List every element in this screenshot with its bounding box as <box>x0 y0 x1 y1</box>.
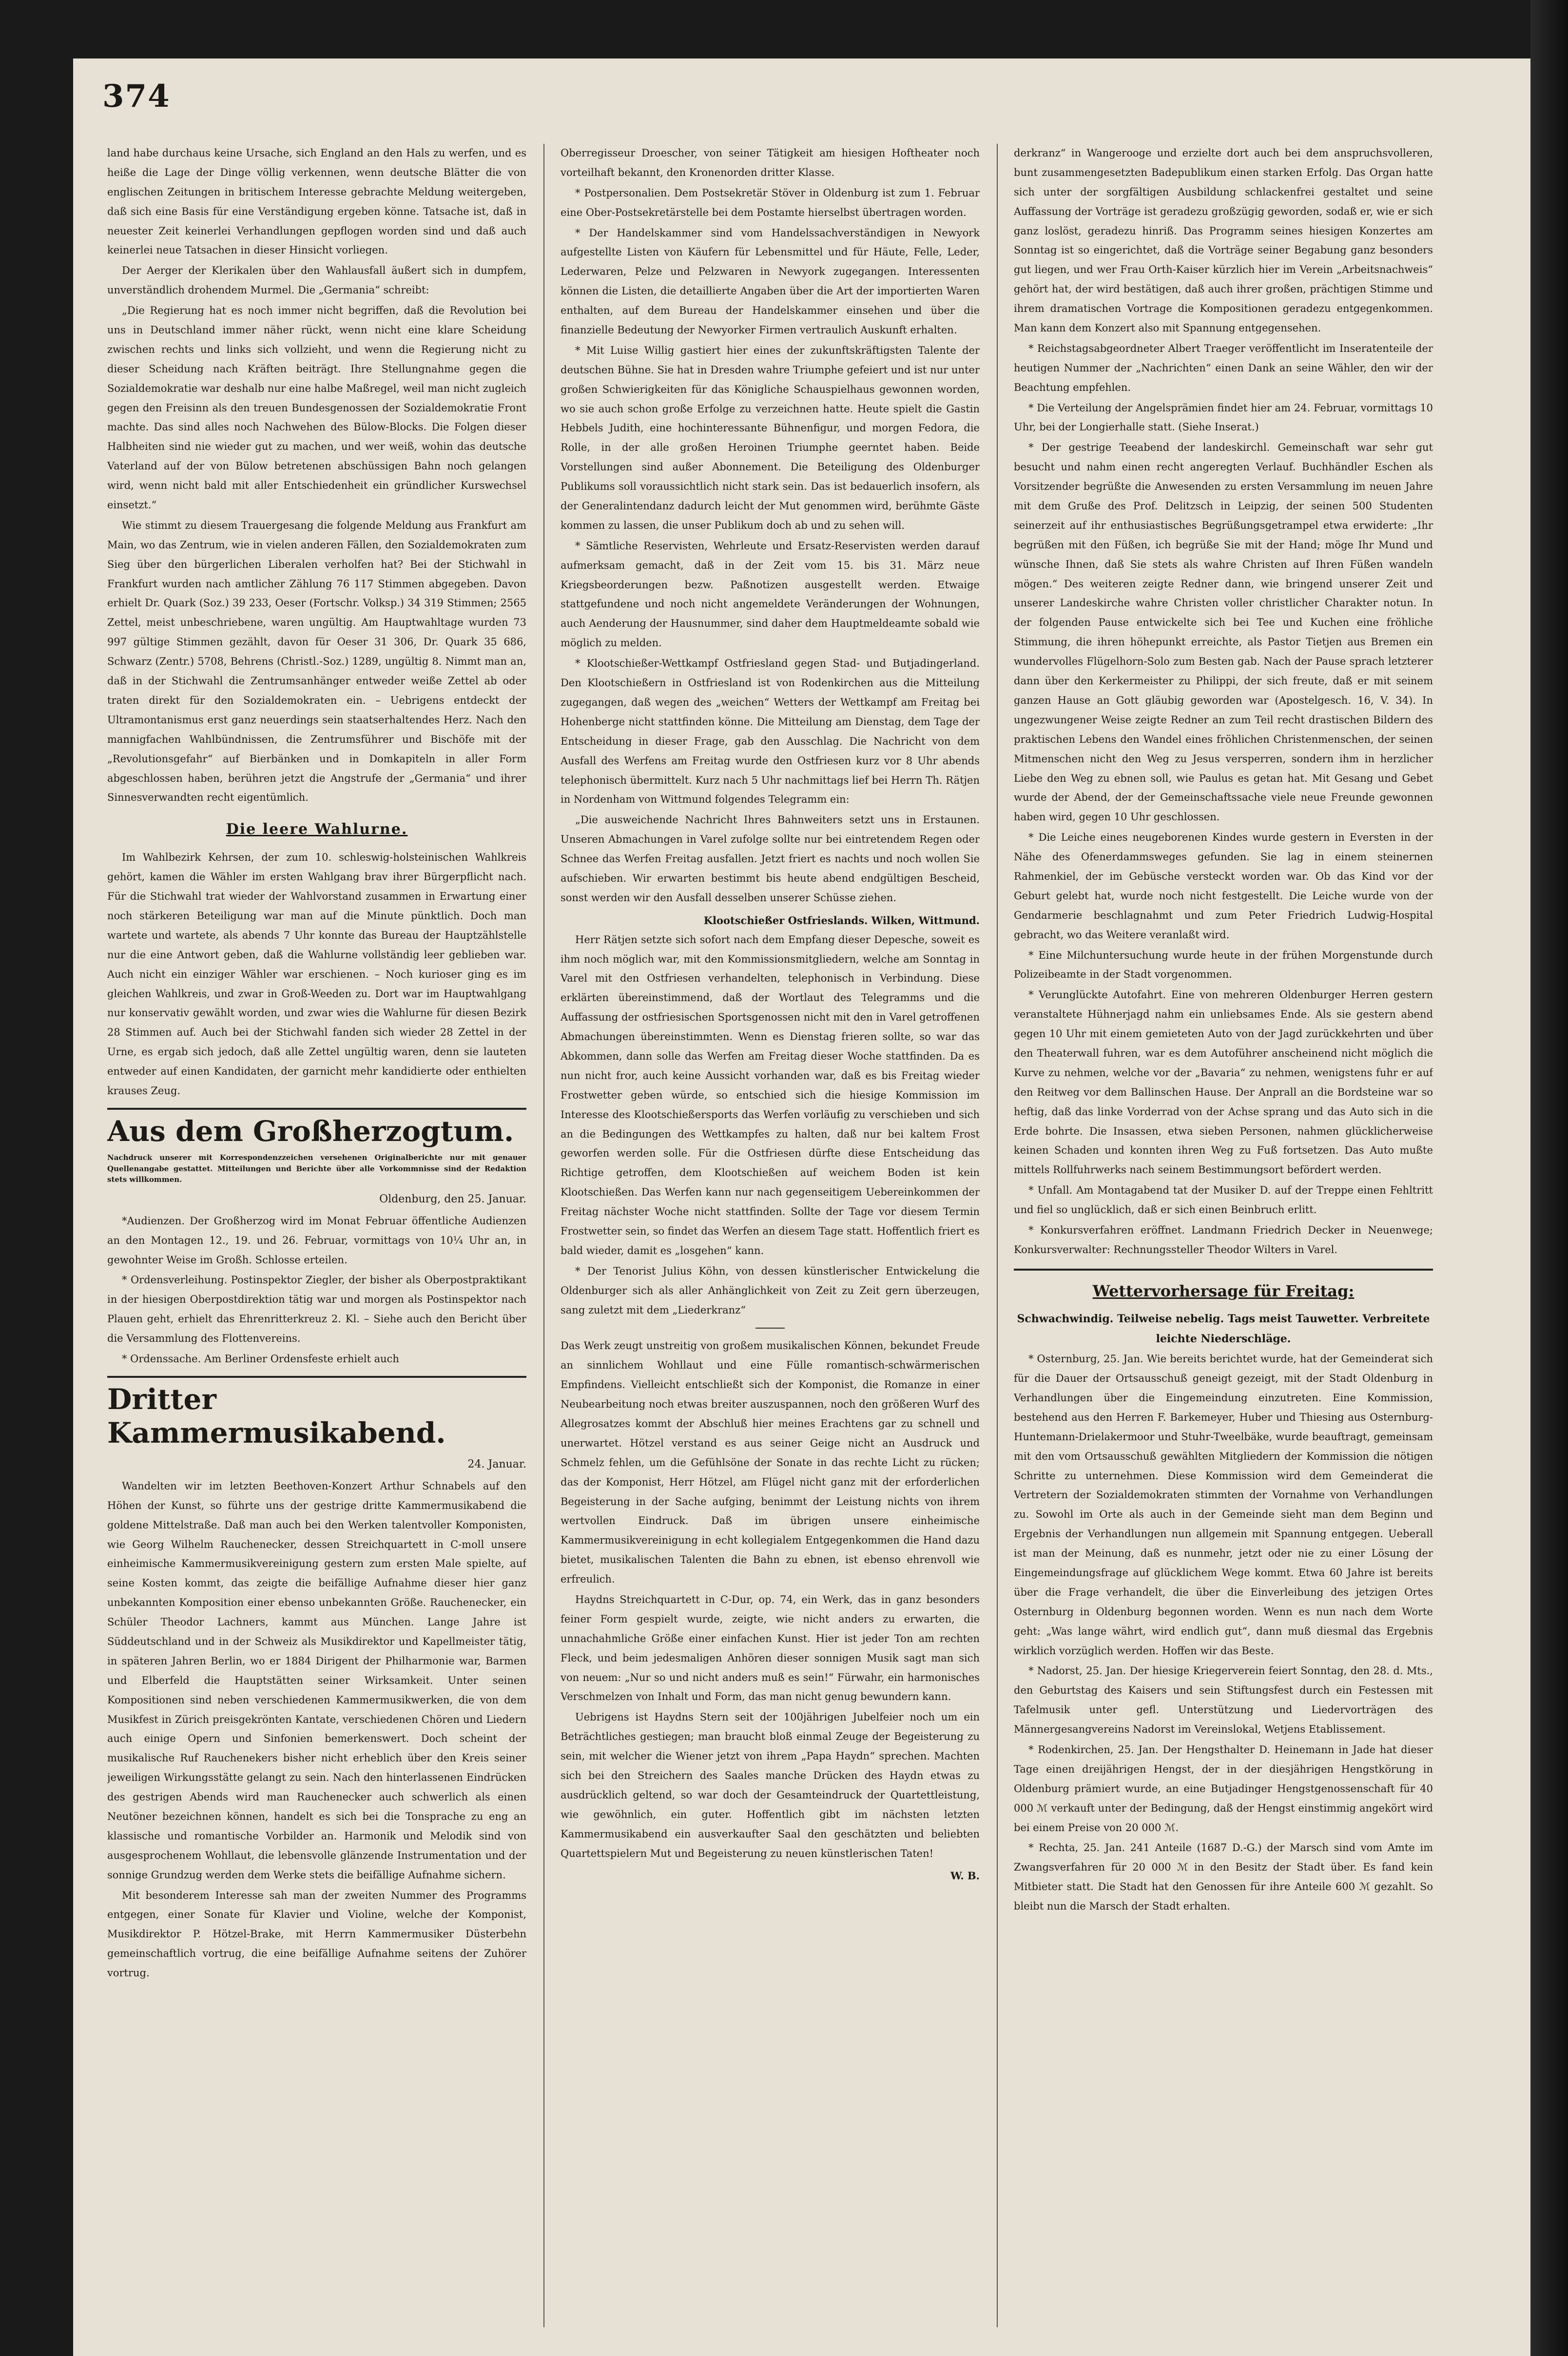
news-item: * Sämtliche Reservisten, Wehrleute und Ersatz-Reservisten werden darauf aufmerksam gemacht, daß in der Zeit vom 15. bis 31. März neue Kriegsbeorderungen bezw. Paßnotizen ausgestellt werden. Etwaige stattgefundene und noch nicht angemeldete Veränderungen der Wohnungen, auch Aenderung der Hausnummer, sind daher dem Hauptmeldeamte sobald wie möglich zu melden. <box>561 540 980 649</box>
weather-forecast: Schwachwindig. Teilweise nebelig. Tags meist Tauwetter. Verbreitete leichte Niederschläge. <box>1017 1312 1430 1346</box>
page-number: 374 <box>102 78 171 115</box>
scan-edge <box>1530 0 1568 2356</box>
news-item: * Der Handelskammer sind vom Handelssachverständigen in Newyork aufgestellte Listen von Käufern für Lebensmittel und für Häute, Felle, Leder, Lederwaren, Pelze und Pelzwaren in Newyork zugegangen. Interessenten können die Listen, die detaillierte Angaben über die Art der importierten Waren enthalten, auf dem Bureau der Handelskammer einsehen und über die finanzielle Bedeutung der Newyorker Firmen vertraulich Auskunft erhalten. <box>561 227 980 336</box>
telegram-text: „Die ausweichende Nachricht Ihres Bahnweiters setzt uns in Erstaunen. Unseren Abmachungen in Varel zufolge sollte nur bei eintretendem Regen oder Schnee das Werfen Freitag ausfallen. Jetzt friert es nachts und noch wollen Sie aufschieben. Wir erwarten bestimmt bis heute abend endgültigen Bescheid, sonst werden wir den Ausfall desselben unserer Schüsse ziehen. <box>561 814 980 904</box>
news-item: * Mit Luise Willig gastiert hier eines der zukunftskräftigsten Talente der deutschen Bühne. Sie hat in Dresden wahre Triumphe gefeiert und ist nur unter großen Schwierigkeiten für das Königliche Schauspielhaus gewonnen worden, wo sie auch schon große Erfolge zu verzeichnen hatte. Heute spielt die Gastin Hebbels Judith, eine hochinteressante Bühnenfigur, und morgen Fedora, die Rolle, in der alle großen Heroinen Triumphe geerntet haben. Beide Vorstellungen sind außer Abonnement. Die Beteiligung des Oldenburger Publikums soll voraussichtlich nicht stark sein. Das ist bedauerlich insofern, als der Generalintendanz dadurch leicht der Mut genommen wird, berühmte Gäste kommen zu lassen, die unser Publikum doch ab und zu sehen will. <box>561 344 980 531</box>
newspaper-page <box>73 58 1530 2356</box>
dateline: Oldenburg, den 25. Januar. <box>379 1193 526 1205</box>
article-text: land habe durchaus keine Ursache, sich England an den Hals zu werfen, und es heiße die Lage der Dinge völlig verkennen, wenn deutsche Blätter die von englischen Zeitungen in britischem Interesse gebrachte Meldung weitergeben, daß sich eine Basis für eine Verständigung ergeben könne. Tatsache ist, daß in neuester Zeit keinerlei Verhandlungen gepflogen worden sind und daß auch keinerlei neue Tatsachen in dieser Hinsicht vorliegen. <box>107 147 526 256</box>
review-text: Wandelten wir im letzten Beethoven-Konzert Arthur Schnabels auf den Höhen der Kunst, so führte uns der gestrige dritte Kammermusikabend die goldene Mittelstraße. Daß man auch bei den Werken talentvoller Komponisten, wie Georg Wilhelm Rauchenecker, dessen Streichquartett in C-moll unsere einheimische Kammermusikvereinigung gestern zum ersten Male spielte, auf seine Kosten kommt, das zeigte die beifällige Aufnahme dieser hier ganz unbekannten Komposition einer ebenso unbekannten Größe. Rauchenecker, ein Schüler Theodor Lachners, kammt aus München. Lange Jahre ist Süddeutschland und in der Schweiz als Musikdirektor und Kapellmeister tätig, in späteren Jahren Berlin, wo er 1884 Dirigent der Philharmonie war, Barmen und Elberfeld die Hauptstätten seiner Wirksamkeit. Unter seinen Kompositionen sind neben verschiedenen Kammermusikwerken, die von dem Musikfest in Zürich preisgekrönten Kantate, verschiedenen Chören und Liedern auch einige Opern und Sinfonien bemerkenswert. Doch scheint der musikalische Ruf Rauchenekers bisher nicht erheblich über den Kreis seiner jeweiligen Wirkungsstätte gelangt zu sein. Nach den hinterlassenen Eindrücken des gestrigen Abends wird man Rauchenecker auch schwerlich als einen Neutöner bezeichnen können, handelt es sich bei die Tonsprache zu eng an klassische und romantische Vorbilder an. Harmonik und Melodik sind von ausgesprochenem Wohllaut, die lebensvolle glänzende Instrumentation und der sonnige Grundzug werden dem Werke stets die beifällige Aufnahme sichern. <box>107 1480 526 1881</box>
telegram-signature: Klootschießer Ostfrieslands. Wilken, Wittmund. <box>703 914 980 927</box>
news-item: Oberregisseur Droescher, von seiner Tätigkeit am hiesigen Hoftheater noch vorteilhaft bekannt, den Kronenorden dritter Klasse. <box>561 147 980 178</box>
news-item: * Konkursverfahren eröffnet. Landmann Friedrich Decker in Neuenwege; Konkursverwalter: Rechnungssteller Theodor Wilters in Varel. <box>1014 1224 1433 1255</box>
review-text: Uebrigens ist Haydns Stern seit der 100jährigen Jubelfeier noch um ein Beträchtliches gestiegen; man braucht bloß einmal Zeuge der Begeisterung zu sein, mit welcher die Wiener jetzt von ihrem „Papa Haydn“ sprechen. Machten sich bei den Streichern des Saales manche Drücken des Haydn etwas zu ausdrücklich geltend, so war doch der Gesamteindruck der Quartettleistung, wie gewöhnlich, ein guter. Hoffentlich gibt im nächsten letzten Kammermusikabend ein ausverkaufter Saal den geschätzten und beliebten Quartettspielern Mut und Begeisterung zu neuen künstlerischen Taten! <box>561 1711 980 1859</box>
news-item: Herr Rätjen setzte sich sofort nach dem Empfang dieser Depesche, soweit es ihm noch möglich war, mit den Kommissionsmitgliedern, welche am Sonntag in Varel mit den Ostfriesen verhandelten, telephonisch in Verbindung. Diese erklärten übereinstimmend, daß der Wortlaut des Telegramms und die Auffassung der ostfriesischen Sportsgenossen nicht mit den in Varel getroffenen Abmachungen übereinstimmten. Wenn es Dienstag frieren sollte, so war das Abkommen, dann solle das Werfen am Freitag dieser Woche stattfinden. Da es nun nicht fror, auch keine Aussicht vorhanden war, daß es bis Freitag wieder Frostwetter geben würde, so entschied sich die hiesige Kommission im Interesse des Klootschießersports das Werfen vorläufig zu verschieben und sich an die Bedingungen des Wettkampfes zu halten, daß nur bei kaltem Frost geworfen werden solle. Für die Ostfriesen dürfte diese Entscheidung das Richtige getroffen, dem Klootschießen auf weichem Boden ist kein Klootschießen. Das Werfen kann nur nach gegenseitigem Uebereinkommen der Freitag nächster Woche nicht stattfinden. Sollte der Tage vor diesem Termin Frostwetter sein, so findet das Werfen an diesem Tage statt. Hoffentlich friert es bald wieder, damit es „losgehen“ kann. <box>561 933 980 1256</box>
review-signature: W. B. <box>950 1870 980 1882</box>
dateline: 24. Januar. <box>467 1458 526 1471</box>
news-item: * Osternburg, 25. Jan. Wie bereits berichtet wurde, hat der Gemeinderat sich für die Dauer der Ortsausschuß geneigt gezeigt, mit der Stadt Oldenburg in Verhandlungen über die Eingemeindung einzutreten. Eine Kommission, bestehend aus den Herren F. Barkemeyer, Huber und Thiesing aus Osternburg-Huntemann-Drielakermoor und Stuhr-Tweelbäke, wurde beauftragt, gemeinsam mit den vom Ortsausschuß gewählten Mitgliedern der Kommission die nötigen Schritte zu unternehmen. Diese Kommission wird dem Gemeinderat die Vertretern der Sozialdemokraten stimmten der Vornahme von Verhandlungen zu. Sowohl im Orte als auch in der Gemeinde sieht man dem Beginn und Ergebnis der Verhandlungen nun allgemein mit Spannung entgegen. Ueberall ist man der Meinung, daß es nunmehr, jetzt oder nie zu einer Lösung der Eingemeindungsfrage auf glücklichem Wege kommt. Etwa 60 Jahre ist bereits über die Frage verhandelt, die über die Einverleibung des jetzigen Ortes Osternburg in Oldenburg begonnen worden. Wenn es nun nach dem Worte geht: „Was lange währt, wird endlich gut“, dann muß diesmal das Ergebnis wirklich vorzüglich werden. Hoffen wir das Beste. <box>1014 1353 1433 1657</box>
news-item: * Reichstagsabgeordneter Albert Traeger veröffentlicht im Inseratenteile der heutigen Nummer der „Nachrichten“ einen Dank an seine Wähler, den wir der Beachtung empfehlen. <box>1014 342 1433 393</box>
column-right <box>1014 144 1433 2327</box>
news-item: * Eine Milchuntersuchung wurde heute in der frühen Morgenstunde durch Polizeibeamte in der Stadt vorgenommen. <box>1014 949 1433 981</box>
news-item: * Die Leiche eines neugeborenen Kindes wurde gestern in Eversten in der Nähe des Ofenerdammsweges gefunden. Sie lag in einem steinernen Rahmenkiel, der im Gebüsche versteckt worden war. Ob das Kind vor der Geburt gelebt hat, wurde noch nicht festgestellt. Die Leiche wurde von der Gendarmerie beschlagnahmt und zum Peter Friedrich Ludwig-Hospital gebracht, wo das Weitere veranlaßt wird. <box>1014 831 1433 941</box>
separator <box>755 1328 785 1329</box>
news-item: *Audienzen. Der Großherzog wird im Monat Februar öffentliche Audienzen an den Montagen 12., 19. und 26. Februar, vormittags von 10¼ Uhr an, in gewohnter Weise im Großh. Schlosse erteilen. <box>107 1215 526 1266</box>
review-text: Mit besonderem Interesse sah man der zweiten Nummer des Programms entgegen, einer Sonate für Klavier und Violine, welche der Komponist, Musikdirektor P. Hötzel-Brake, mit Herrn Kammermusiker Düsterbehn gemeinschaftlich vortrug, die eine beifällige Aufnahme seitens der Zuhörer vortrug. <box>107 1889 526 1979</box>
reprint-notice: Nachdruck unserer mit Korrespondenzzeichen versehenen Originalberichte nur mit genauer Quellenangabe gestattet. Mitteilungen und Berichte über alle Vorkommnisse sind der Redaktion stets willkommen. <box>107 1153 526 1184</box>
news-item: * Rodenkirchen, 25. Jan. Der Hengsthalter D. Heinemann in Jade hat dieser Tage einen dreijährigen Hengst, der in der diesjährigen Hengstkörung in Oldenburg prämiert wurde, an eine Butjadinger Hengstgenossenschaft für 40 000 ℳ verkauft unter der Bedingung, daß der Hengst einstimmig angekört wird bei einem Preise von 20 000 ℳ. <box>1014 1743 1433 1834</box>
news-item: * Klootschießer-Wettkampf Ostfriesland gegen Stad- und Butjadingerland. Den Klootschießern in Ostfriesland ist von Rodenkirchen aus die Mitteilung zugegangen, daß wegen des „weichen“ Wetters der Wettkampf am Freitag bei Hohenberge nicht stattfinden könne. Die Mitteilung am Dienstag, dem Tage der Entscheidung in dieser Frage, gab den Ausschlag. Die Nachricht von dem Ausfall des Werfens am Freitag wurde den Ostfriesen kurz vor 8 Uhr abends telephonisch übermittelt. Kurz nach 5 Uhr nachmittags lief bei Herrn Th. Rätjen in Nordenham von Wittmund folgendes Telegramm ein: <box>561 657 980 806</box>
article-headline: Die leere Wahlurne. <box>226 821 408 838</box>
news-item: derkranz“ in Wangerooge und erzielte dort auch bei dem anspruchsvolleren, bunt zusammengesetzten Badepublikum einen starken Erfolg. Das Organ hatte sich unter der sorgfältigen Ausbildung schlackenfrei gestaltet und seine Auffassung der Vorträge ist geradezu großzügig geworden, sodaß er, wie er sich ganz loslöst, geradezu hinriß. Das Programm seines hiesigen Konzertes am Sonntag ist so eingerichtet, daß die Vorträge seiner Begabung ganz besonders gut liegen, und wer Frau Orth-Kaiser kürzlich hier im Verein „Arbeitsnachweis“ gehört hat, der wird bestätigen, daß auch ihrer großen, prächtigen Stimme und ihrem dramatischen Vortrage die Kompositionen geradezu entgegenkommen. Man kann dem Konzert also mit Spannung entgegensehen. <box>1014 147 1433 334</box>
news-item: * Ordensverleihung. Postinspektor Ziegler, der bisher als Oberpostpraktikant in der hiesigen Oberpostdirektion tätig war und morgen als Postinspektor nach Plauen geht, erhielt das Ehrenritterkreuz 2. Kl. – Siehe auch den Bericht über die Versammlung des Flottenvereins. <box>107 1274 526 1345</box>
news-item: * Der gestrige Teeabend der landeskirchl. Gemeinschaft war sehr gut besucht und nahm einen recht angeregten Verlauf. Buchhändler Eschen als Vorsitzender begrüßte die Anwesenden zu ersten Versammlung im neuen Jahre mit dem Gruße des Prof. Delitzsch in Leipzig, der seinen 500 Studenten seinerzeit auf ihr enthusiastisches Begrüßungsgetrampel etwa erwiderte: „Ihr begrüßen mit den Füßen, ich begrüße Sie mit der Hand; möge Ihr Mund und wünsche Ihnen, daß Sie stets als wahre Christen auf Ihren Füßen wandeln mögen.“ Des weiteren zeigte Redner dann, wie bringend unserer Zeit und unserer Landeskirche wahre Christen voller christlicher Charakter notun. In der folgenden Pause entwickelte sich bei Tee und Kuchen eine fröhliche Stimmung, die ihren höhepunkt erreichte, als Pastor Tietjen aus Bremen ein wundervolles Flügelhorn-Solo zum Besten gab. Nach der Pause sprach letzterer dann über den Kerkermeister zu Philippi, der sich freute, daß er mit seinem ganzen Hause an Gott gläubig geworden war (Apostelgesch. 16, V. 34). In ungezwungener Weise zeigte Redner an zum Teil recht drastischen Bildern des praktischen Lebens den Wandel eines fröhlichen Christenmenschen, der seinen Mitmenschen nicht den Weg zu Jesus versperren, sondern ihm in herzlicher Liebe den Weg zu ebnen soll, wie Paulus es getan hat. Mit Gesang und Gebet wurde der Abend, der der Gemeinschaftssache viele neue Freunde gewonnen haben wird, gegen 10 Uhr geschlossen. <box>1014 442 1433 823</box>
article-text: Im Wahlbezirk Kehrsen, der zum 10. schleswig-holsteinischen Wahlkreis gehört, kamen die Wähler im ersten Wahlgang brav ihrer Bürgerpflicht nach. Für die Stichwahl trat wieder der Wahlvorstand zusammen in Erwartung einer noch stärkeren Beteiligung war man auf die Minute pünktlich. Doch man wartete und wartete, als abends 7 Uhr konnte das Bureau der Hauptzählstelle nur die eine Antwort geben, daß die Wahlurne vollständig leer geblieben war. Auch nicht ein einziger Wähler war erschienen. – Noch kurioser ging es im gleichen Wahlkreis, und zwar in Groß-Weeden zu. Dort war im Hauptwahlgang nur konservativ gewählt worden, und zwar wies die Wahlurne für diesen Bezirk 28 Stimmen auf. Auch bei der Stichwahl fanden sich wieder 28 Zettel in der Urne, es ergab sich jedoch, daß alle Zettel ungültig waren, denn sie lauteten entweder auf einen Kandidaten, der garnicht mehr kandidierte oder enthielten krauses Zeug. <box>107 851 526 1097</box>
weather-headline: Wettervorhersage für Freitag: <box>1014 1269 1433 1306</box>
news-item: * Nadorst, 25. Jan. Der hiesige Kriegerverein feiert Sonntag, den 28. d. Mts., den Geburtstag des Kaisers und sein Stiftungsfest durch ein Festessen mit Tafelmusik unter gefl. Unterstützung und Liedervorträgen des Männergesangvereins Nadorst im Vereinslokal, Wetjens Etablissement. <box>1014 1665 1433 1736</box>
column-middle <box>561 144 980 2327</box>
column-divider <box>997 144 998 2327</box>
news-item: * Rechta, 25. Jan. 241 Anteile (1687 D.-G.) der Marsch sind vom Amte im Zwangsverfahren für 20 000 ℳ in den Besitz der Stadt über. Es fand kein Mitbieter statt. Die Stadt hat den Genossen für ihre Anteile 600 ℳ gezahlt. So bleibt nun die Marsch der Stadt erhalten. <box>1014 1842 1433 1912</box>
section-headline: Aus dem Großherzogtum. <box>107 1108 526 1149</box>
article-text: Wie stimmt zu diesem Trauergesang die folgende Meldung aus Frankfurt am Main, wo das Zentrum, wie in vielen anderen Fällen, den Sozialdemokraten zum Sieg über den bürgerlichen Liberalen verholfen hat? Bei der Stichwahl in Frankfurt wurden nach amtlicher Zählung 76 117 Stimmen abgegeben. Davon erhielt Dr. Quark (Soz.) 39 233, Oeser (Fortschr. Volksp.) 34 319 Stimmen; 2565 Zettel, meist unbeschriebene, waren ungültig. Am Hauptwahltage wurden 73 997 gültige Stimmen gezählt, davon für Oeser 31 306, Dr. Quark 35 686, Schwarz (Zentr.) 5708, Behrens (Christl.-Soz.) 1289, ungültig 8. Nimmt man an, daß in der Stichwahl die Zentrumsanhänger entweder weiße Zettel ab oder traten direkt für den Sozialdemokraten ein. – Uebrigens entdeckt der Ultramontanismus erst ganz neuerdings sein staatserhaltendes Herz. Nach den mannigfachen Wahlbündnissen, die Zentrumsführer und Bischöfe mit der „Revolutionsgefahr“ auf Bierbänken und in Domkapiteln in aller Form abgeschlossen haben, berühren jetzt die Angstrufe der „Germania“ und ihrer Sinnesverwandten recht eigentümlich. <box>107 519 526 804</box>
news-item: * Postpersonalien. Dem Postsekretär Stöver in Oldenburg ist zum 1. Februar eine Ober-Postsekretärstelle bei dem Postamte hierselbst übertragen worden. <box>561 187 980 218</box>
news-item: * Der Tenorist Julius Köhn, von dessen künstlerischer Entwickelung die Oldenburger sich als aller Anhänglichkeit von Zeit zu Zeit gern überzeugen, sang zuletzt mit dem „Liederkranz“ <box>561 1265 980 1316</box>
news-item: * Die Verteilung der Angelsprämien findet hier am 24. Februar, vormittags 10 Uhr, bei der Longierhalle statt. (Siehe Inserat.) <box>1014 402 1433 433</box>
article-text: Der Aerger der Klerikalen über den Wahlausfall äußert sich in dumpfem, unverständlich drohendem Murmel. Die „Germania“ schreibt: <box>107 265 526 296</box>
article-quote: „Die Regierung hat es noch immer nicht begriffen, daß die Revolution bei uns in Deutschland immer näher rückt, wenn nicht eine klare Scheidung zwischen rechts und links sich vollzieht, und wenn die Regierung nicht zu dieser Scheidung nach Kräften beiträgt. Ihre Stellungnahme gegen die Sozialdemokratie war deshalb nur eine halbe Maßregel, weil man nicht zugleich gegen den Freisinn als den treuen Bundesgenossen der Sozialdemokratie Front machte. Das sind alles noch Nachwehen des Bülow-Blocks. Die Folgen dieser Halbheiten sind nie wieder gut zu machen, und wer weiß, wohin das deutsche Vaterland auf der von Bülow betretenen abschüssigen Bahn noch gelangen wird, wenn nicht bald mit aller Entschiedenheit ein gründlicher Kurswechsel einsetzt.“ <box>107 305 526 511</box>
review-text: Haydns Streichquartett in C-Dur, op. 74, ein Werk, das in ganz besonders feiner Form gespielt wurde, zeigte, wie nicht anders zu erwarten, die unnachahmliche Größe einer einfachen Kunst. Hier ist jeder Ton am rechten Fleck, und beim jedesmaligen Anhören dieser sonnigen Musik sagt man sich von neuem: „Nur so und nicht anders muß es sein!“ Fürwahr, ein harmonisches Verschmelzen von Inhalt und Form, das man nicht genug bewundern kann. <box>561 1594 980 1703</box>
column-left <box>107 144 526 2327</box>
news-item: * Ordenssache. Am Berliner Ordensfeste erhielt auch <box>122 1352 399 1365</box>
column-divider <box>543 144 544 2327</box>
section-headline: Dritter Kammermusikabend. <box>107 1376 526 1450</box>
review-text: Das Werk zeugt unstreitig von großem musikalischen Können, bekundet Freude an sinnlichem Wohllaut und eine Fülle romantisch-schwärmerischen Empfindens. Vielleicht entschließt sich der Komponist, die Romanze in einer Neubearbeitung noch etwas breiter auszuspannen, noch den größeren Wurf des Allegrosatzes kommt der Abschluß hier meines Erachtens gar zu schnell und unerwartet. Hötzel verstand es aus seiner Geige nicht an Ausdruck und Schmelz fehlen, um die Gefühlsöne der Sonate in das rechte Licht zu rücken; das der Komponist, Herr Hötzel, am Flügel nicht ganz mit der erforderlichen Begeisterung in der Sache aufging, benimmt der Leistung nichts von ihrem wertvollen Eindruck. Daß im übrigen unsere einheimische Kammermusikvereinigung in echt kollegialem Entgegenkommen die Hand dazu bietet, musikalischen Talenten die Bahn zu ebnen, ist ebenso ehrenvoll wie erfreulich. <box>561 1340 980 1585</box>
news-item: * Unfall. Am Montagabend tat der Musiker D. auf der Treppe einen Fehltritt und fiel so unglücklich, daß er sich einen Beinbruch erlitt. <box>1014 1184 1433 1216</box>
news-item: * Verunglückte Autofahrt. Eine von mehreren Oldenburger Herren gestern veranstaltete Hühnerjagd nahm ein unliebsames Ende. Als sie gestern abend gegen 10 Uhr mit einem gemieteten Auto von der Jagd zurückkehrten und über den Theaterwall fuhren, war es dem Autoführer anscheinend nicht möglich die Kurve zu nehmen, welche vor der „Bavaria“ zu nehmen, wenigstens fuhr er auf den Reitweg vor dem Ballinschen Hause. Der Anprall an die Bordsteine war so heftig, daß das linke Vorderrad von der Achse sprang und das Auto sich in die Erde bohrte. Die Insassen, etwa sieben Personen, nahmen glücklicherweise keinen Schaden und konnten ihren Weg zu Fuß fortsetzen. Das Auto mußte mittels Rollfuhrwerks nach seinem Bestimmungsort befördert werden. <box>1014 989 1433 1176</box>
